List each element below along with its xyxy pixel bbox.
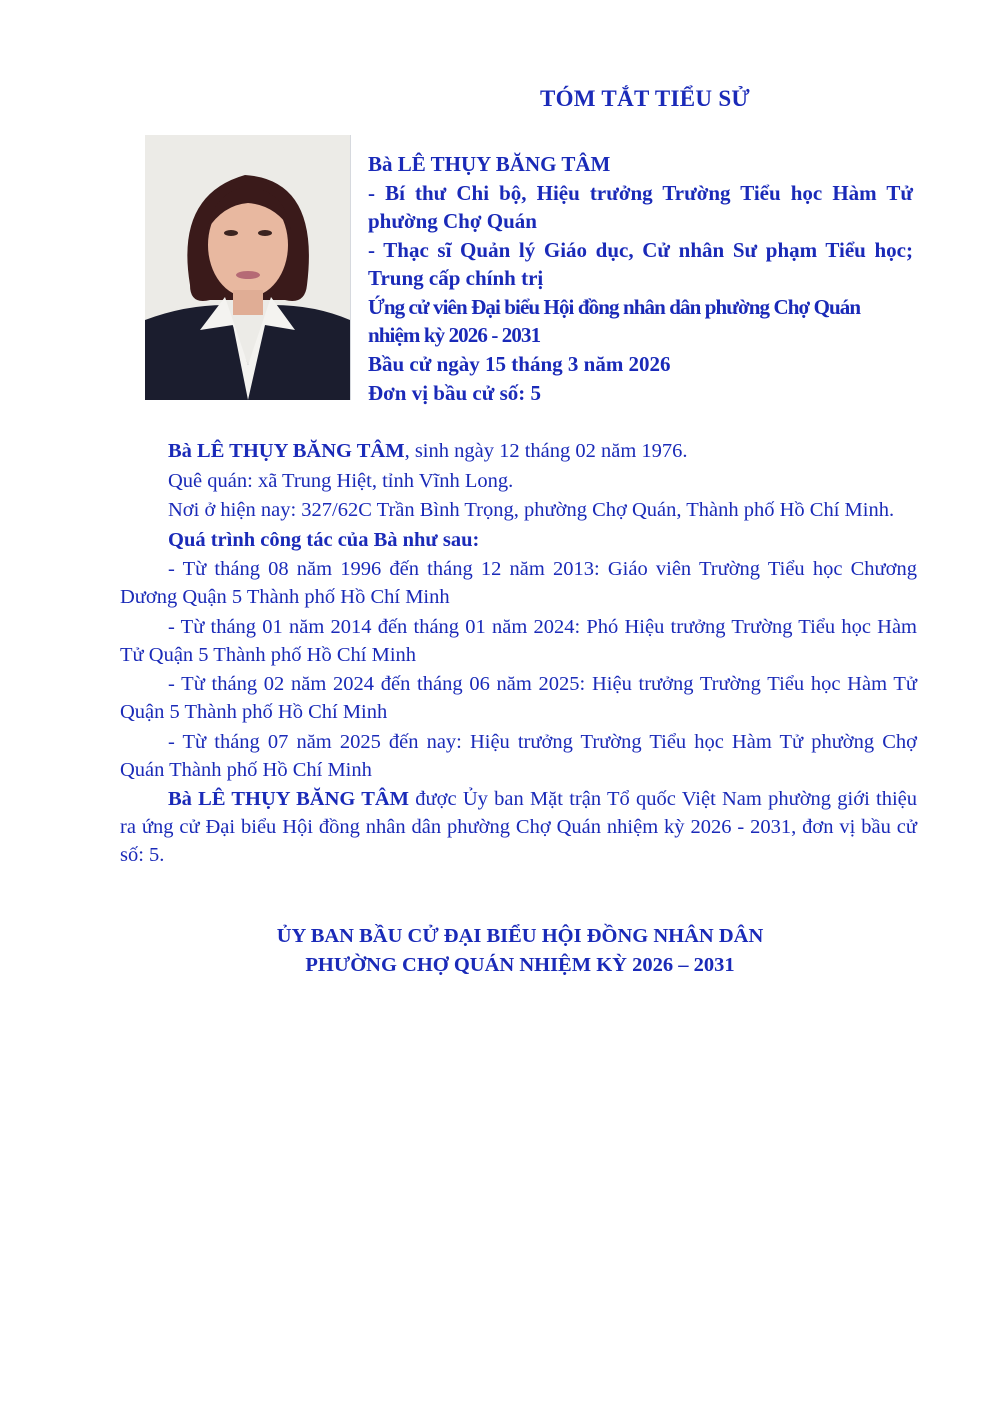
constituency-number: Đơn vị bầu cử số: 5 — [368, 381, 542, 405]
election-date: Bầu cử ngày 15 tháng 3 năm 2026 — [368, 352, 671, 376]
hometown: Quê quán: xã Trung Hiệt, tỉnh Vĩnh Long. — [168, 469, 514, 492]
nomination-details: được Ủy ban Mặt trận Tổ quốc Việt Nam phường giới thiệu ra ứng cử Đại biểu Hội đồng nhân dân phường Chợ Quán nhiệm kỳ 2026 - 2031, đơn vị bầu cử số: 5. — [120, 788, 917, 866]
career-heading — [120, 526, 917, 554]
birth-details: , sinh ngày 12 tháng 02 năm 1976. — [404, 440, 688, 462]
career-heading-text: Quá trình công tác của Bà như sau: — [168, 528, 480, 551]
committee-line-1: ỦY BAN BẦU CỬ ĐẠI BIỂU HỘI ĐỒNG NHÂN DÂN — [276, 925, 764, 947]
issuing-committee — [0, 922, 1000, 980]
committee-line-2: PHƯỜNG CHỢ QUÁN NHIỆM KỲ 2026 – 2031 — [305, 954, 735, 976]
document-title: TÓM TẮT TIỂU SỬ — [539, 86, 751, 111]
candidacy-statement: Ứng cử viên Đại biểu Hội đồng nhân dân phường Chợ Quán nhiệm kỳ 2026 - 2031 — [368, 295, 861, 347]
nomination-name: Bà LÊ THỤY BĂNG TÂM — [168, 788, 410, 810]
candidate-name: Bà LÊ THỤY BĂNG TÂM — [368, 152, 611, 176]
portrait-image — [145, 135, 350, 400]
candidate-position: - Bí thư Chi bộ, Hiệu trưởng Trường Tiểu học Hàm Tử phường Chợ Quán — [368, 181, 913, 233]
nomination-paragraph — [120, 785, 917, 869]
career-item: - Từ tháng 07 năm 2025 đến nay: Hiệu trưởng Trường Tiểu học Hàm Tử phường Chợ Quán Thành phố Hồ Chí Minh — [120, 730, 917, 781]
candidate-photo — [145, 135, 351, 400]
residence: Nơi ở hiện nay: 327/62C Trần Bình Trọng, phường Chợ Quán, Thành phố Hồ Chí Minh. — [168, 499, 895, 521]
birth-paragraph — [120, 437, 917, 465]
career-item: - Từ tháng 08 năm 1996 đến tháng 12 năm 2013: Giáo viên Trường Tiểu học Chương Dương Quận 5 Thành phố Hồ Chí Minh — [120, 558, 917, 608]
career-item: - Từ tháng 01 năm 2014 đến tháng 01 năm 2024: Phó Hiệu trưởng Trường Tiểu học Hàm Tử Quận 5 Thành phố Hồ Chí Minh — [120, 615, 917, 666]
candidate-summary — [368, 150, 913, 408]
biography-body — [120, 437, 917, 871]
candidate-education: - Thạc sĩ Quản lý Giáo dục, Cử nhân Sư phạm Tiểu học; Trung cấp chính trị — [368, 238, 913, 290]
birth-name: Bà LÊ THỤY BĂNG TÂM — [168, 440, 405, 462]
career-item: - Từ tháng 02 năm 2024 đến tháng 06 năm 2025: Hiệu trưởng Trường Tiểu học Hàm Tử Quận 5 Thành phố Hồ Chí Minh — [120, 673, 917, 723]
